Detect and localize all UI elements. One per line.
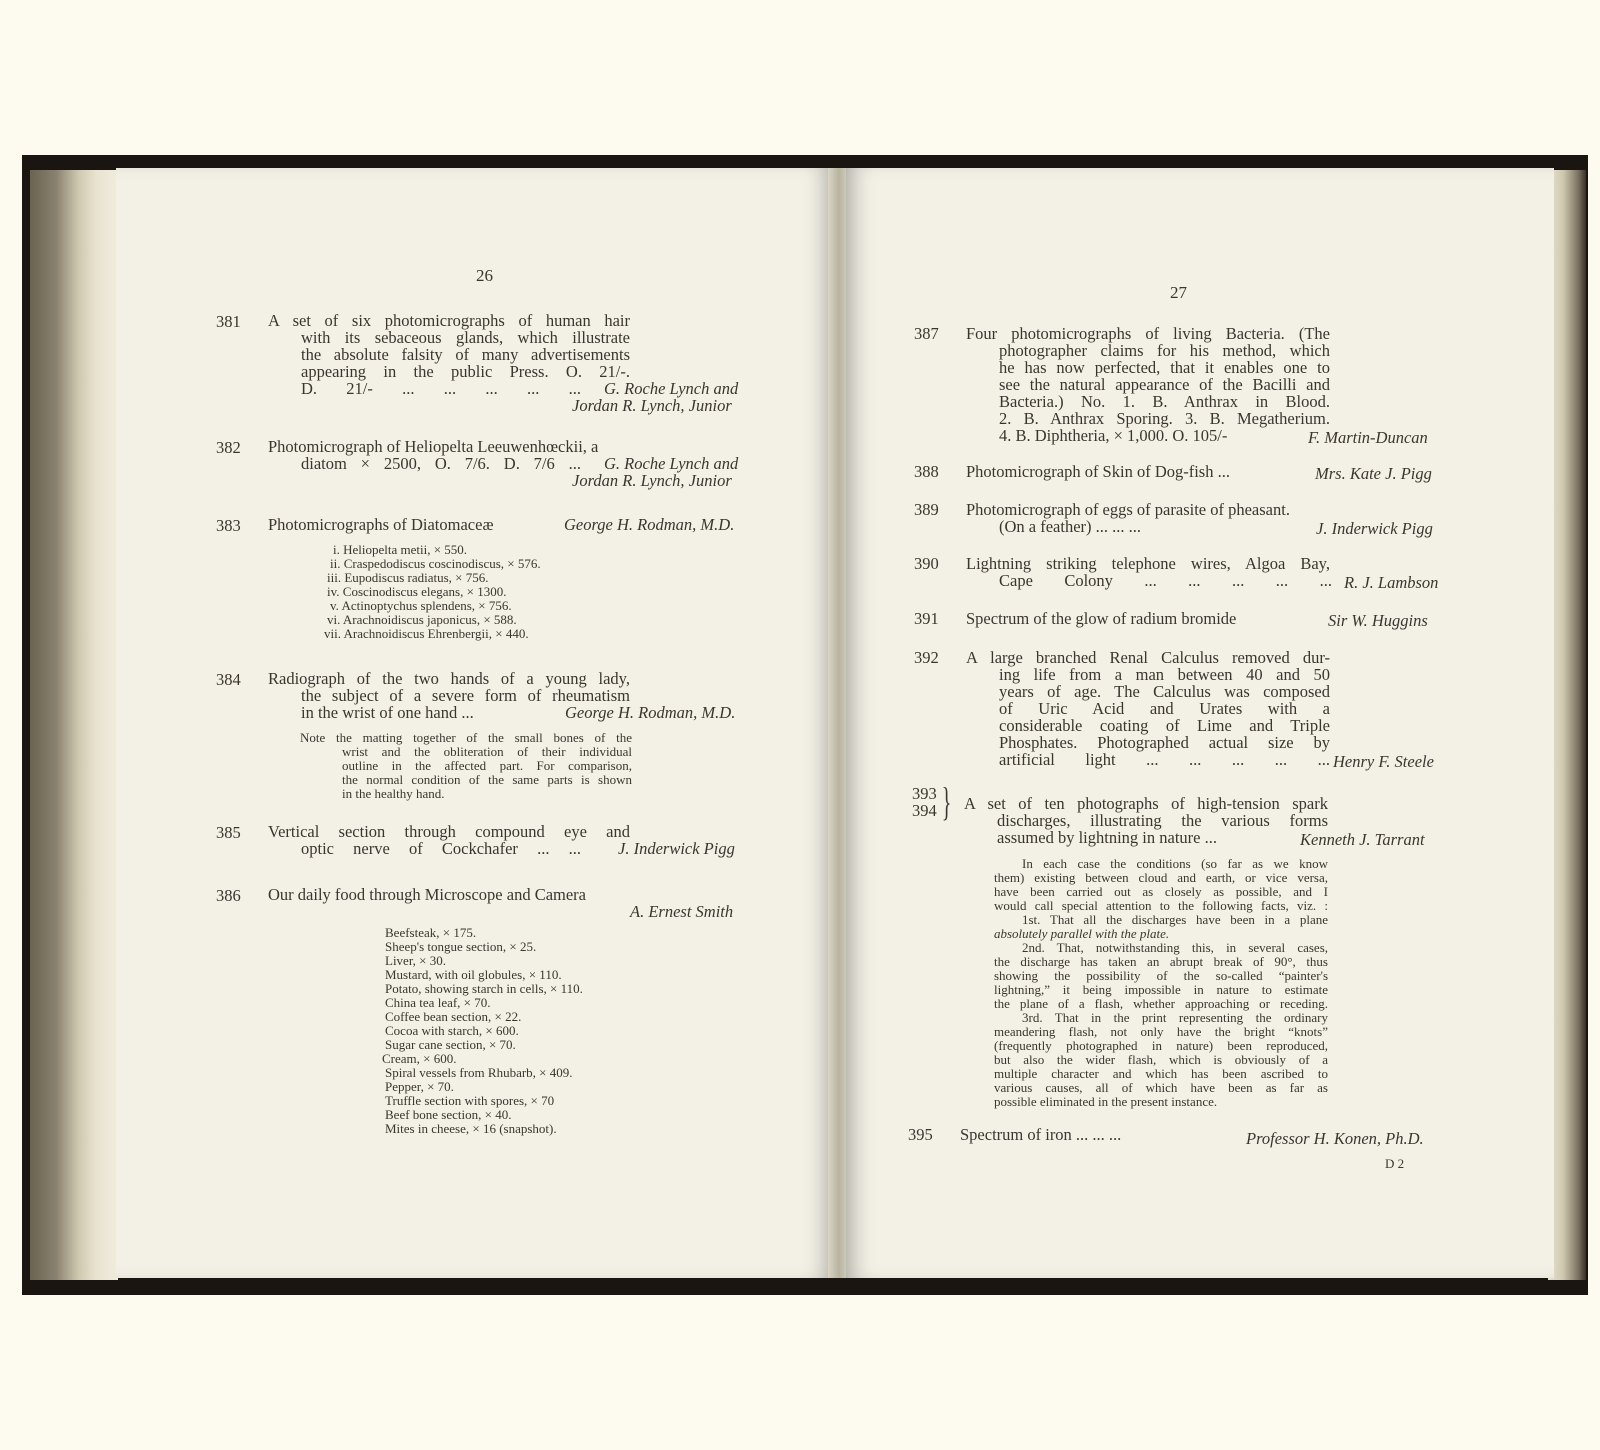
entry-text: with its sebaceous glands, which illustrate — [301, 328, 630, 347]
entry-number: 390 — [914, 554, 939, 573]
entry-author: Sir W. Huggins — [1328, 611, 1428, 630]
entry-author: J. Inderwick Pigg — [1316, 519, 1433, 538]
entry-number: 391 — [914, 609, 939, 628]
list-item: China tea leaf, × 70. — [385, 995, 491, 1010]
entry-note: wrist and the obliteration of their individual — [342, 744, 632, 759]
entry-text: optic nerve of Cockchafer ... ... — [301, 839, 581, 858]
list-item: vi. Arachnoidiscus japonicus, × 588. — [327, 612, 517, 627]
list-item: Sheep's tongue section, × 25. — [385, 939, 537, 954]
entry-text: see the natural appearance of the Bacilli and — [999, 375, 1330, 394]
entry-note: outline in the affected part. For comparison, — [342, 758, 632, 773]
entry-text: Four photomicrographs of living Bacteria. (The — [966, 324, 1330, 343]
entry-note: the discharge has taken an abrupt break of 90°, thus — [994, 954, 1328, 969]
entry-text: in the wrist of one hand ... — [301, 703, 474, 722]
brace-icon: } — [941, 779, 952, 824]
list-item: Beefsteak, × 175. — [385, 925, 477, 940]
entry-author: Jordan R. Lynch, Junior — [572, 471, 732, 490]
list-item: Beef bone section, × 40. — [385, 1107, 512, 1122]
list-item: i. Heliopelta metii, × 550. — [333, 542, 468, 557]
entry-note: in the healthy hand. — [342, 786, 445, 801]
list-item: Coffee bean section, × 22. — [385, 1009, 522, 1024]
entry-text: Lightning striking telephone wires, Algoa Bay, — [966, 554, 1330, 573]
entry-author: G. Roche Lynch and — [604, 379, 739, 398]
list-item: Truffle section with spores, × 70 — [385, 1093, 555, 1108]
entry-note: multiple character and which has been ascribed to — [994, 1066, 1328, 1081]
entry-text: Phosphates. Photographed actual size by — [999, 733, 1330, 752]
entry-text: A set of ten photographs of high-tension spark — [964, 794, 1328, 813]
entry-text: the absolute falsity of many advertisements — [301, 345, 630, 364]
entry-number: 384 — [216, 670, 241, 689]
list-item: Spiral vessels from Rhubarb, × 409. — [385, 1065, 573, 1080]
list-item: Sugar cane section, × 70. — [385, 1037, 516, 1052]
list-item: Potato, showing starch in cells, × 110. — [385, 981, 583, 996]
entry-text: Cape Colony ... ... ... ... ... — [999, 571, 1332, 590]
entry-text: Photomicrograph of Heliopelta Leeuwenhœckii, a — [268, 437, 599, 456]
entry-text: 4. B. Diphtheria, × 1,000. O. 105/- — [999, 426, 1228, 445]
entry-note: 1st. That all the discharges have been in a plane — [1022, 912, 1328, 927]
entry-author: Mrs. Kate J. Pigg — [1315, 464, 1432, 483]
entry-text: artificial light ... ... ... ... ... — [999, 750, 1330, 769]
entry-text: of Uric Acid and Urates with a — [999, 699, 1330, 718]
entry-author: George H. Rodman, M.D. — [565, 703, 736, 722]
entry-author: Henry F. Steele — [1333, 752, 1434, 771]
entry-note: 3rd. That in the print representing the ordinary — [1022, 1010, 1328, 1025]
list-item: Mustard, with oil globules, × 110. — [385, 967, 562, 982]
list-item: Liver, × 30. — [385, 953, 446, 968]
entry-note: absolutely parallel with the plate. — [994, 926, 1170, 941]
entry-note: showing the possibility of the so-called “painter's — [994, 968, 1328, 983]
entry-text: photographer claims for his method, which — [999, 341, 1330, 360]
entry-note: but also the wider flash, which is obviously of a — [994, 1052, 1328, 1067]
entry-author: F. Martin-Duncan — [1308, 428, 1428, 447]
entry-text: D. 21/- ... ... ... ... ... — [301, 379, 581, 398]
list-item: Cream, × 600. — [382, 1051, 457, 1066]
page-number: 27 — [1170, 283, 1187, 302]
entry-text: Photomicrograph of Skin of Dog-fish ... — [966, 462, 1230, 481]
entry-text: he has now perfected, that it enables one to — [999, 358, 1330, 377]
entry-author: Kenneth J. Tarrant — [1300, 830, 1425, 849]
entry-note: would call special attention to the following facts, viz. : — [994, 898, 1328, 913]
entry-number: 395 — [908, 1125, 933, 1144]
entry-text: Bacteria.) No. 1. B. Anthrax in Blood. — [999, 392, 1330, 411]
entry-text: Vertical section through compound eye and — [268, 822, 630, 841]
entry-note: lightning,” it being impossible in nature to estimate — [994, 982, 1328, 997]
list-item: v. Actinoptychus splendens, × 756. — [330, 598, 512, 613]
entry-number: 392 — [914, 648, 939, 667]
entry-note: possible eliminated in the present instance. — [994, 1094, 1218, 1109]
entry-author: A. Ernest Smith — [630, 902, 734, 921]
entry-text: Spectrum of the glow of radium bromide — [966, 609, 1237, 628]
entry-note: In each case the conditions (so far as we know — [1022, 856, 1328, 871]
list-item: Cocoa with starch, × 600. — [385, 1023, 519, 1038]
entry-author: Jordan R. Lynch, Junior — [572, 396, 732, 415]
entry-text: 2. B. Anthrax Sporing. 3. B. Megatherium. — [999, 409, 1330, 428]
list-item: iii. Eupodiscus radiatus, × 756. — [327, 570, 489, 585]
entry-note: Note the matting together of the small bones of the — [300, 730, 632, 745]
page-number: 26 — [476, 266, 493, 285]
entry-text: assumed by lightning in nature ... — [997, 828, 1217, 847]
page-edges-left — [30, 170, 118, 1280]
entry-number: 394 — [912, 801, 937, 820]
entry-note: the normal condition of the same parts is shown — [342, 772, 632, 787]
entry-text: Radiograph of the two hands of a young lady, — [268, 669, 630, 688]
entry-author: R. J. Lambson — [1344, 573, 1439, 592]
entry-text: Our daily food through Microscope and Camera — [268, 885, 586, 904]
entry-text: A set of six photomicrographs of human hair — [268, 311, 630, 330]
entry-text: A large branched Renal Calculus removed dur- — [966, 648, 1330, 667]
entry-number: 381 — [216, 312, 241, 331]
entry-number: 389 — [914, 500, 939, 519]
entry-note: meandering flash, not only have the bright “knots” — [994, 1024, 1328, 1039]
signature-mark: D 2 — [1385, 1156, 1405, 1171]
entry-note: various causes, all of which have been as far as — [994, 1080, 1328, 1095]
entry-text: Photomicrographs of Diatomaceæ — [268, 515, 494, 534]
entry-text: Photomicrograph of eggs of parasite of pheasant. — [966, 500, 1290, 519]
entry-number: 388 — [914, 462, 939, 481]
entry-number: 383 — [216, 516, 241, 535]
entry-note: them) existing between cloud and earth, or vice versa, — [994, 870, 1328, 885]
entry-number: 385 — [216, 823, 241, 842]
list-item: vii. Arachnoidiscus Ehrenbergii, × 440. — [324, 626, 529, 641]
entry-text: Spectrum of iron ... ... ... — [960, 1125, 1122, 1144]
list-item: ii. Craspedodiscus coscinodiscus, × 576. — [330, 556, 541, 571]
entry-text: years of age. The Calculus was composed — [999, 682, 1330, 701]
entry-author: Professor H. Konen, Ph.D. — [1246, 1129, 1424, 1148]
entry-author: George H. Rodman, M.D. — [564, 515, 735, 534]
entry-number: 382 — [216, 438, 241, 457]
entry-text: appearing in the public Press. O. 21/-. — [301, 362, 630, 381]
entry-author: G. Roche Lynch and — [604, 454, 739, 473]
entry-text: ing life from a man between 40 and 50 — [999, 665, 1330, 684]
entry-note: 2nd. That, notwithstanding this, in several cases, — [1022, 940, 1328, 955]
entry-note: (frequently photographed in nature) been reproduced, — [994, 1038, 1328, 1053]
entry-text: (On a feather) ... ... ... — [999, 517, 1142, 536]
entry-text: the subject of a severe form of rheumatism — [301, 686, 630, 705]
list-item: Pepper, × 70. — [385, 1079, 454, 1094]
entry-text: discharges, illustrating the various forms — [997, 811, 1328, 830]
entry-number: 393 — [912, 784, 937, 803]
entry-note: the plane of a flash, whether approaching or receding. — [994, 996, 1328, 1011]
list-item: Mites in cheese, × 16 (snapshot). — [385, 1121, 557, 1136]
entry-text: diatom × 2500, O. 7/6. D. 7/6 ... — [301, 454, 581, 473]
entry-text: considerable coating of Lime and Triple — [999, 716, 1330, 735]
list-item: iv. Coscinodiscus elegans, × 1300. — [327, 584, 507, 599]
entry-author: J. Inderwick Pigg — [618, 839, 735, 858]
entry-number: 387 — [914, 324, 939, 343]
entry-note: have been carried out as closely as possible, and I — [994, 884, 1328, 899]
entry-number: 386 — [216, 886, 241, 905]
